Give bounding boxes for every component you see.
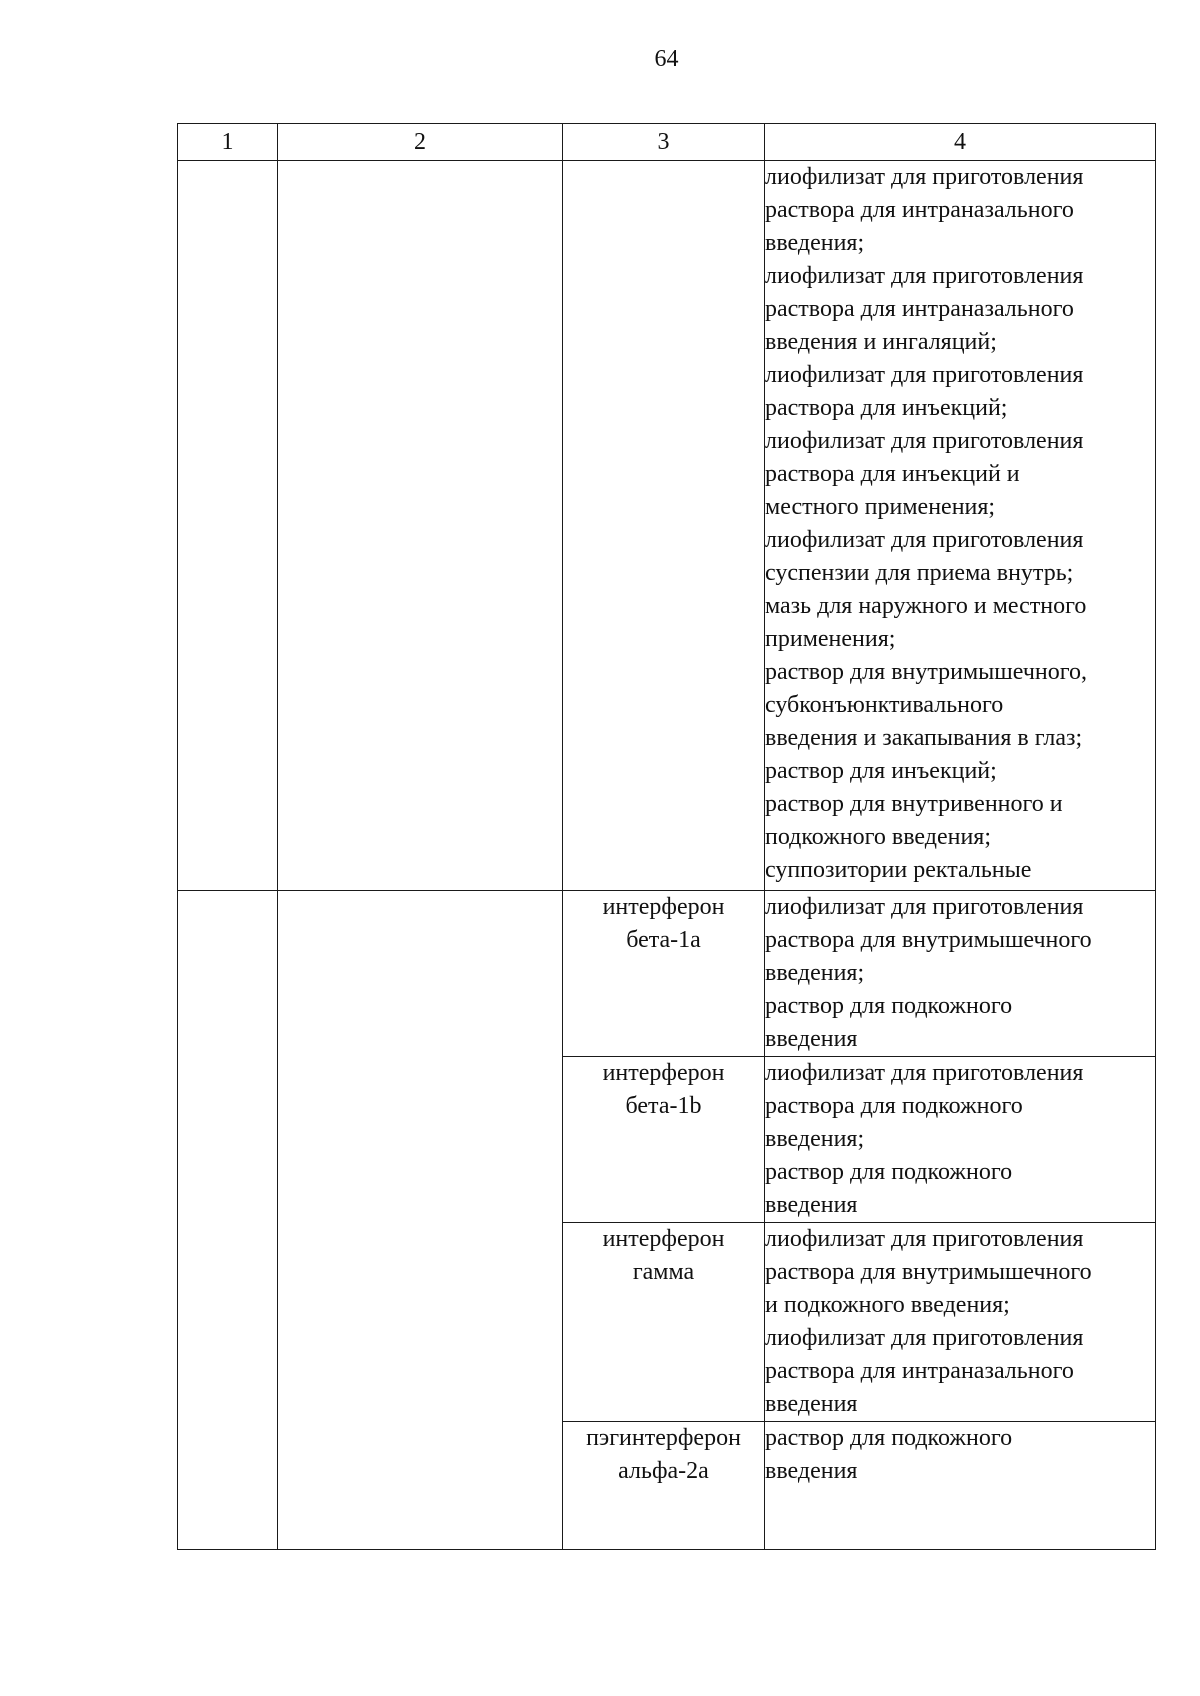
dosage-form-line: лиофилизат для приготовления (765, 1060, 1084, 1086)
drug-name-line: бета-1a (626, 927, 701, 953)
dosage-form-line: введения и закапывания в глаз; (765, 725, 1083, 751)
dosage-forms-cell (765, 1223, 1156, 1422)
dosage-form-line: подкожного введения; (765, 824, 991, 850)
dosage-form-line: суппозитории ректальные (765, 857, 1032, 883)
dosage-form-line: лиофилизат для приготовления (765, 527, 1084, 553)
dosage-form-line: раствора для внутримышечного (765, 927, 1092, 953)
table-row (178, 891, 1156, 1057)
drug-name-line: бета-1b (625, 1093, 702, 1119)
drug-name-line: интерферон (602, 1060, 725, 1086)
dosage-form-line: лиофилизат для приготовления (765, 1226, 1084, 1252)
dosage-form-line: лиофилизат для приготовления (765, 1325, 1084, 1351)
dosage-form-line: введения (765, 1458, 858, 1484)
drug-name-line: альфа-2a (618, 1458, 709, 1484)
page-number: 64 (654, 46, 679, 72)
dosage-form-line: раствора для внутримышечного (765, 1259, 1092, 1285)
dosage-form-line: раствор для внутримышечного, (765, 659, 1087, 685)
dosage-form-line: введения и ингаляций; (765, 329, 997, 355)
group-code-cell (178, 891, 278, 1550)
dosage-form-line: раствор для подкожного (765, 1425, 1013, 1451)
column-header: 4 (765, 124, 1156, 161)
group-name-cell (278, 891, 563, 1550)
dosage-form-line: и подкожного введения; (765, 1292, 1010, 1318)
dosage-form-line: лиофилизат для приготовления (765, 164, 1084, 190)
dosage-form-line: раствора для интраназального (765, 296, 1074, 322)
dosage-forms-cell (765, 891, 1156, 1057)
dosage-form-line: введения; (765, 960, 865, 986)
column-header: 1 (178, 124, 278, 161)
drug-name-line: пэгинтерферон (586, 1425, 741, 1451)
table-row (178, 161, 1156, 891)
drug-name-line: гамма (632, 1259, 695, 1285)
drug-name-cell (563, 161, 765, 891)
drug-name-cell (563, 891, 765, 1057)
drug-table (177, 123, 1156, 1550)
drug-name-cell (563, 1223, 765, 1422)
dosage-form-line: лиофилизат для приготовления (765, 263, 1084, 289)
table-header-row (178, 124, 1156, 161)
dosage-form-line: суспензии для приема внутрь; (765, 560, 1074, 586)
dosage-form-line: применения; (765, 626, 896, 652)
dosage-form-line: мазь для наружного и местного (765, 593, 1087, 619)
group-code-cell (178, 161, 278, 891)
dosage-form-line: раствора для инъекций и (765, 461, 1020, 487)
dosage-form-line: раствор для подкожного (765, 1159, 1013, 1185)
drug-name-line: интерферон (602, 894, 725, 920)
dosage-form-line: раствора для подкожного (765, 1093, 1023, 1119)
dosage-form-line: введения (765, 1192, 858, 1218)
dosage-forms-cell (765, 1057, 1156, 1223)
dosage-form-line: раствор для внутривенного и (765, 791, 1063, 817)
drug-name-cell (563, 1422, 765, 1550)
dosage-form-line: введения; (765, 230, 865, 256)
dosage-form-line: раствор для инъекций; (765, 758, 997, 784)
drug-name-cell (563, 1057, 765, 1223)
dosage-form-line: раствор для подкожного (765, 993, 1013, 1019)
dosage-form-line: введения (765, 1026, 858, 1052)
dosage-form-line: местного применения; (765, 494, 996, 520)
dosage-form-line: раствора для интраназального (765, 1358, 1074, 1384)
dosage-form-line: лиофилизат для приготовления (765, 894, 1084, 920)
dosage-forms-cell (765, 1422, 1156, 1550)
group-name-cell (278, 161, 563, 891)
dosage-form-line: раствора для инъекций; (765, 395, 1008, 421)
dosage-form-line: введения; (765, 1126, 865, 1152)
dosage-form-line: лиофилизат для приготовления (765, 362, 1084, 388)
drug-name-line: интерферон (602, 1226, 725, 1252)
dosage-forms-cell (765, 161, 1156, 891)
dosage-form-line: раствора для интраназального (765, 197, 1074, 223)
dosage-form-line: субконъюнктивального (765, 692, 1004, 718)
dosage-form-line: введения (765, 1391, 858, 1417)
column-header: 3 (563, 124, 765, 161)
dosage-form-line: лиофилизат для приготовления (765, 428, 1084, 454)
column-header: 2 (278, 124, 563, 161)
